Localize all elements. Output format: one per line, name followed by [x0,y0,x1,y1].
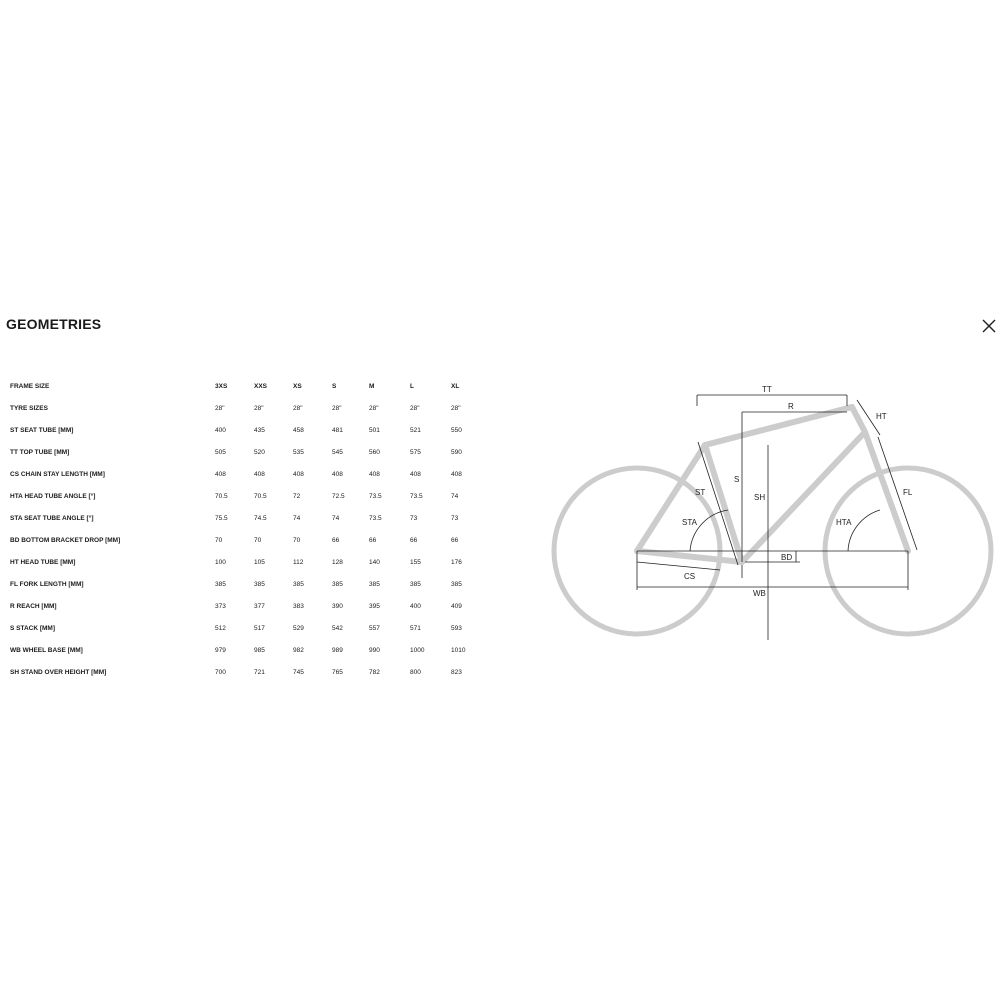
table-cell: 28" [369,404,379,412]
table-cell: 73 [451,514,459,522]
frame-size-header: FRAME SIZE [10,382,50,390]
row-label: HTA HEAD TUBE ANGLE [°] [10,492,96,500]
table-cell: 66 [369,536,377,544]
table-cell: 408 [332,470,343,478]
table-cell: 105 [254,558,265,566]
bike-frame [637,407,908,562]
row-label: ST SEAT TUBE [MM] [10,426,74,434]
label-fl: FL [903,488,913,497]
table-cell: 390 [332,602,343,610]
row-label: STA SEAT TUBE ANGLE [°] [10,514,94,522]
table-cell: 535 [293,448,304,456]
table-cell: 70.5 [215,492,228,500]
close-icon[interactable] [980,317,998,335]
table-cell: 66 [451,536,459,544]
measurement-lines [637,395,917,640]
table-row [0,617,491,639]
table-cell: 435 [254,426,265,434]
table-cell: 765 [332,668,343,676]
table-cell: 571 [410,624,421,632]
table-cell: 112 [293,558,304,566]
table-cell: 800 [410,668,421,676]
geometry-table [0,375,491,683]
label-cs: CS [684,572,696,581]
row-label: HT HEAD TUBE [MM] [10,558,76,566]
label-ht: HT [876,412,887,421]
table-cell: 66 [410,536,418,544]
cs-line [637,562,720,570]
table-cell: 542 [332,624,343,632]
table-cell: 1000 [410,646,425,654]
table-cell: 1010 [451,646,466,654]
table-cell: 28" [410,404,420,412]
table-cell: 700 [215,668,226,676]
table-cell: 823 [451,668,462,676]
label-s: S [734,475,740,484]
label-wb: WB [753,589,766,598]
table-cell: 28" [293,404,303,412]
table-row [0,485,491,507]
table-cell: 408 [369,470,380,478]
table-cell: 982 [293,646,304,654]
table-cell: 385 [254,580,265,588]
table-cell: 409 [451,602,462,610]
row-label: TYRE SIZES [10,404,48,412]
table-cell: 408 [254,470,265,478]
table-cell: 505 [215,448,226,456]
size-header: 3XS [215,382,228,390]
label-st: ST [695,488,706,497]
table-cell: 140 [369,558,380,566]
table-cell: 100 [215,558,226,566]
table-cell: 377 [254,602,265,610]
table-cell: 74 [451,492,459,500]
table-cell: 28" [254,404,264,412]
size-header: XXS [254,382,268,390]
size-header: L [410,382,414,390]
table-cell: 990 [369,646,380,654]
row-label: CS CHAIN STAY LENGTH [MM] [10,470,105,478]
table-cell: 481 [332,426,343,434]
table-cell: 28" [451,404,461,412]
table-cell: 70.5 [254,492,267,500]
table-cell: 408 [410,470,421,478]
table-cell: 383 [293,602,304,610]
table-cell: 521 [410,426,421,434]
table-cell: 575 [410,448,421,456]
table-cell: 74.5 [254,514,267,522]
table-cell: 176 [451,558,462,566]
table-cell: 400 [215,426,226,434]
table-cell: 408 [293,470,304,478]
table-row [0,639,491,661]
label-r: R [788,402,794,411]
table-cell: 74 [293,514,301,522]
table-cell: 385 [293,580,304,588]
table-row [0,551,491,573]
bike-geometry-diagram [540,370,1000,660]
label-sta: STA [682,518,697,527]
table-cell: 74 [332,514,340,522]
label-hta: HTA [836,518,852,527]
row-label: SH STAND OVER HEIGHT [MM] [10,668,107,676]
table-cell: 66 [332,536,340,544]
table-cell: 520 [254,448,265,456]
table-cell: 517 [254,624,265,632]
size-header: XL [451,382,460,390]
table-row [0,573,491,595]
row-label: BD BOTTOM BRACKET DROP [MM] [10,536,121,544]
table-cell: 385 [332,580,343,588]
table-cell: 512 [215,624,226,632]
table-cell: 28" [332,404,342,412]
row-label: FL FORK LENGTH [MM] [10,580,84,588]
table-cell: 458 [293,426,304,434]
table-cell: 73.5 [410,492,423,500]
size-header: S [332,382,337,390]
table-cell: 557 [369,624,380,632]
table-cell: 70 [215,536,223,544]
table-cell: 75.5 [215,514,228,522]
label-bd: BD [781,553,793,562]
table-cell: 560 [369,448,380,456]
table-cell: 529 [293,624,304,632]
table-cell: 155 [410,558,421,566]
table-cell: 985 [254,646,265,654]
table-cell: 590 [451,448,462,456]
table-cell: 408 [451,470,462,478]
table-cell: 73.5 [369,514,382,522]
table-cell: 721 [254,668,265,676]
table-cell: 593 [451,624,462,632]
table-row [0,419,491,441]
label-sh: SH [754,493,766,502]
row-label: S STACK [MM] [10,624,56,632]
table-row [0,463,491,485]
table-cell: 70 [254,536,262,544]
table-cell: 385 [369,580,380,588]
modal-title: GEOMETRIES [6,316,102,332]
table-row [0,661,491,683]
table-row [0,595,491,617]
table-cell: 70 [293,536,301,544]
size-header: M [369,382,375,390]
table-cell: 408 [215,470,226,478]
table-row [0,441,491,463]
table-cell: 395 [369,602,380,610]
table-body [0,397,491,683]
table-cell: 545 [332,448,343,456]
table-cell: 400 [410,602,421,610]
size-header: XS [293,382,302,390]
table-cell: 28" [215,404,225,412]
label-tt: TT [762,385,772,394]
table-row [0,529,491,551]
table-cell: 385 [451,580,462,588]
table-cell: 385 [410,580,421,588]
table-row [0,397,491,419]
row-label: WB WHEEL BASE [MM] [10,646,83,654]
table-cell: 72.5 [332,492,345,500]
table-cell: 501 [369,426,380,434]
row-label: TT TOP TUBE [MM] [10,448,70,456]
row-label: R REACH [MM] [10,602,57,610]
table-header-row [0,375,491,397]
table-cell: 72 [293,492,301,500]
table-cell: 385 [215,580,226,588]
table-cell: 989 [332,646,343,654]
table-cell: 73 [410,514,418,522]
table-row [0,507,491,529]
table-cell: 73.5 [369,492,382,500]
table-cell: 745 [293,668,304,676]
table-cell: 128 [332,558,343,566]
hta-arc [848,510,880,551]
table-cell: 979 [215,646,226,654]
table-cell: 373 [215,602,226,610]
table-cell: 782 [369,668,380,676]
table-cell: 550 [451,426,462,434]
